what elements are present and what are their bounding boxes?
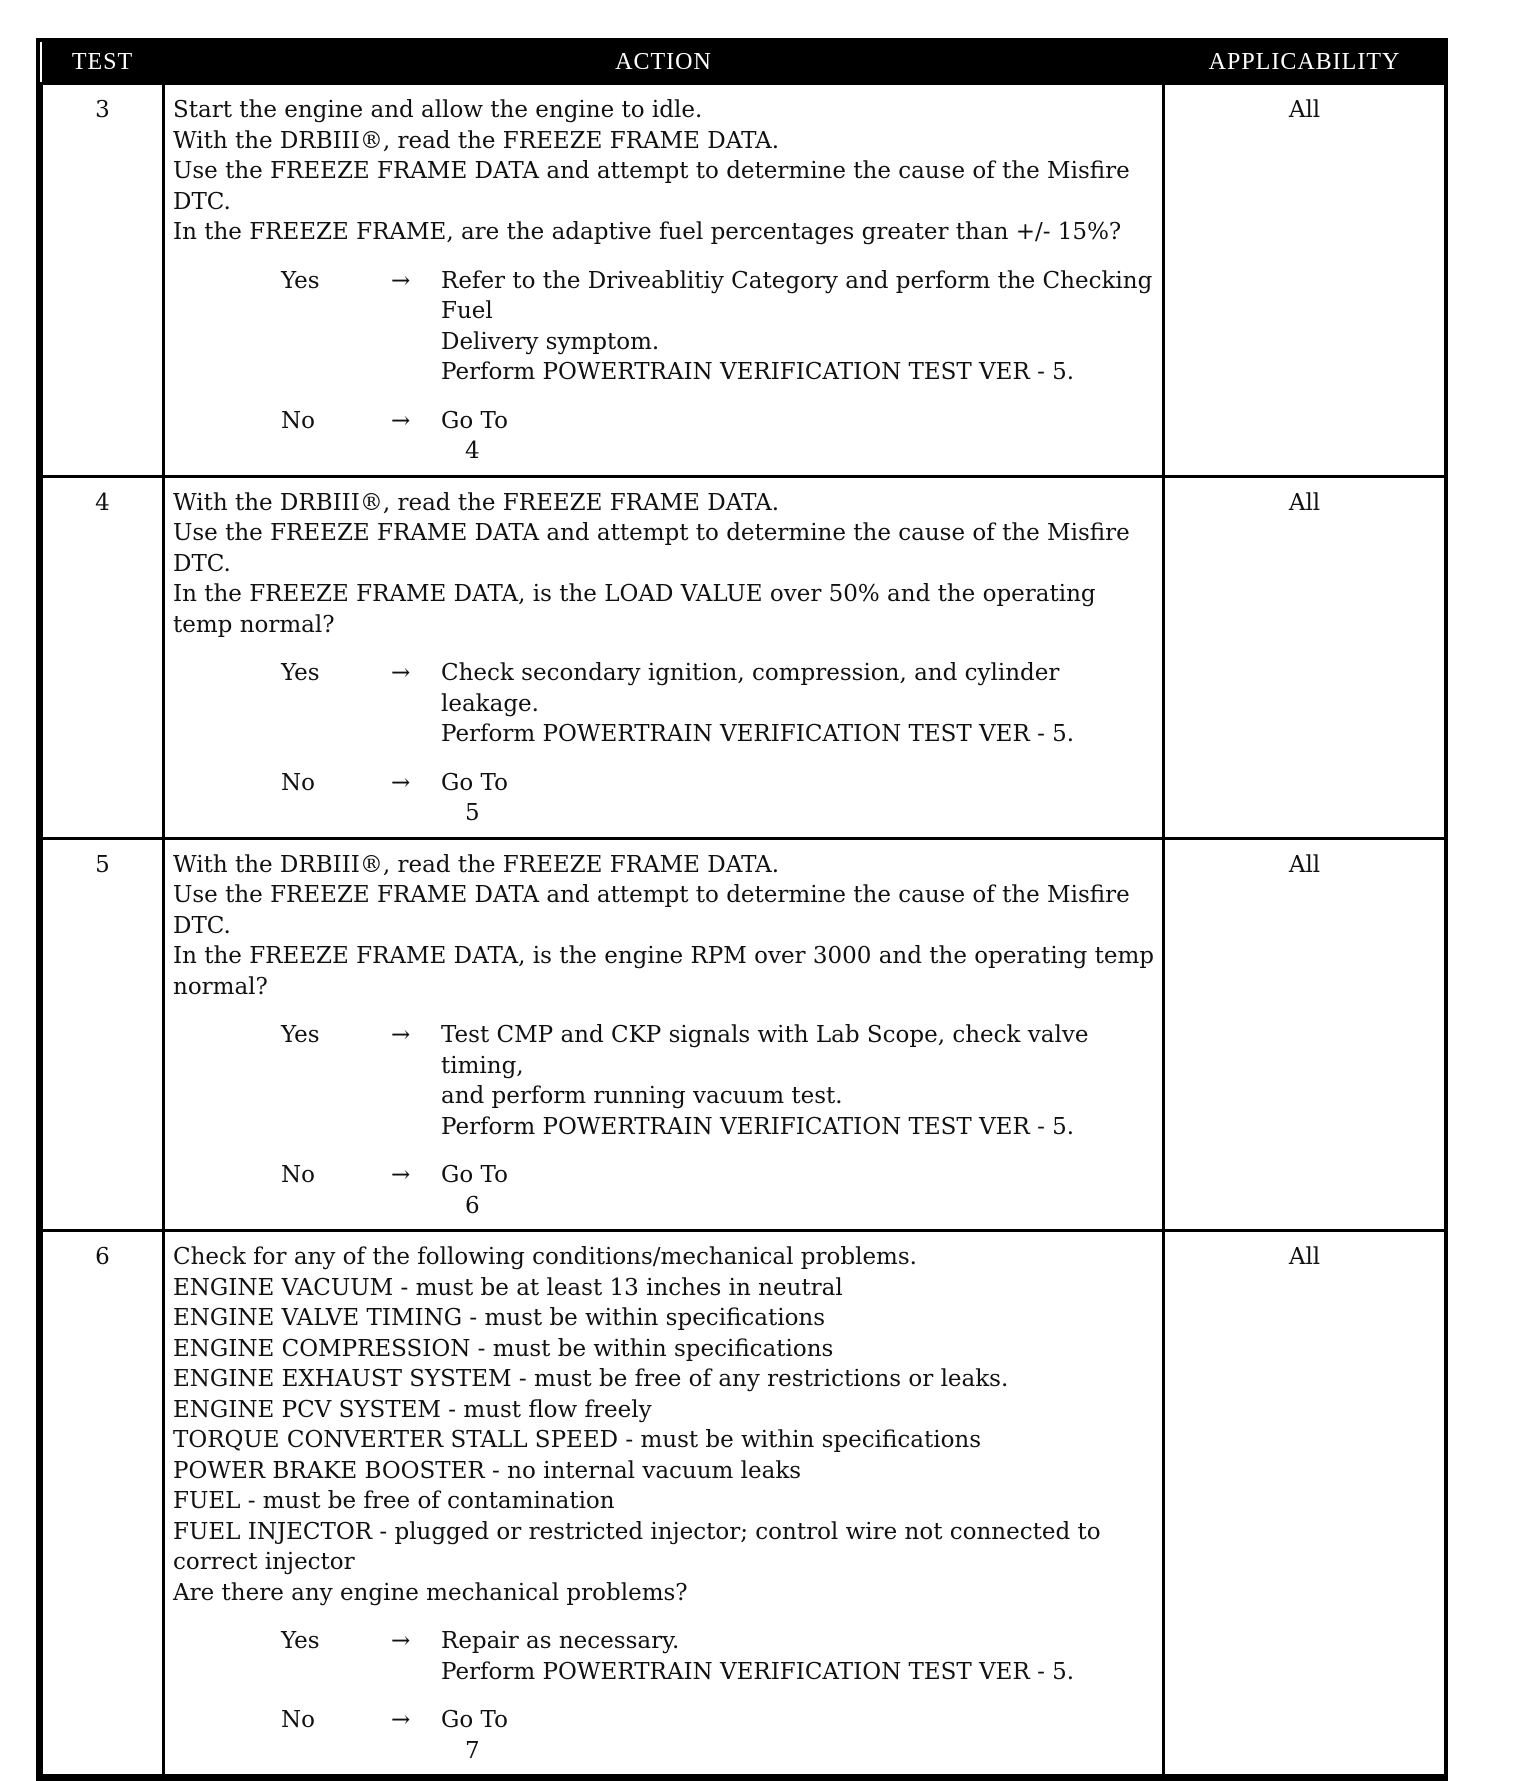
action-line: DTC. — [173, 912, 231, 939]
goto-text: Go To — [441, 1707, 508, 1733]
right-arrow-icon: → — [391, 407, 411, 434]
test-number: 5 — [42, 838, 164, 1231]
yes-label: Yes — [281, 1628, 320, 1654]
yes-result — [441, 1626, 1154, 1687]
goto-text: Go To — [441, 769, 508, 796]
header-action: ACTION — [164, 42, 1164, 84]
header-test: TEST — [42, 42, 164, 84]
right-arrow-icon: → — [391, 660, 411, 686]
action-line: ENGINE PCV SYSTEM - must flow freely — [173, 1396, 652, 1423]
right-arrow-icon: → — [391, 1707, 411, 1733]
no-label: No — [281, 769, 315, 796]
no-branch — [281, 768, 1154, 829]
right-arrow-icon: → — [391, 1628, 411, 1654]
action-line: Start the engine and allow the engine to idle. — [173, 97, 703, 123]
yes-result-line: Perform POWERTRAIN VERIFICATION TEST VER - 5. — [441, 359, 1075, 385]
action-line: DTC. — [173, 188, 231, 215]
yes-result — [441, 658, 1154, 750]
yes-result — [441, 266, 1154, 388]
diagnostic-test-table — [36, 38, 1448, 1781]
applicability-value: All — [1164, 476, 1446, 838]
action-line: In the FREEZE FRAME DATA, is the engine RPM over 3000 and the operating temp — [173, 943, 1154, 969]
action-line: In the FREEZE FRAME, are the adaptive fuel percentages greater than +/- 15%? — [173, 219, 1122, 245]
right-arrow-icon: → — [391, 267, 411, 294]
test-row-6 — [42, 1231, 1446, 1776]
action-cell — [164, 1231, 1164, 1776]
action-cell — [164, 838, 1164, 1231]
goto-target: 5 — [465, 800, 480, 826]
right-arrow-icon: → — [391, 1162, 411, 1188]
action-line: DTC. — [173, 550, 231, 577]
yes-result — [441, 1020, 1154, 1142]
action-line: Use the FREEZE FRAME DATA and attempt to determine the cause of the Misfire — [173, 520, 1130, 546]
yes-result-line: Perform POWERTRAIN VERIFICATION TEST VER - 5. — [441, 1658, 1075, 1685]
right-arrow-icon: → — [391, 769, 411, 796]
action-line: Use the FREEZE FRAME DATA and attempt to determine the cause of the Misfire — [173, 882, 1130, 908]
goto-text: Go To — [441, 407, 508, 434]
no-branch — [281, 1160, 1154, 1221]
action-line: Are there any engine mechanical problems? — [173, 1579, 688, 1606]
goto-target: 7 — [465, 1737, 480, 1764]
applicability-value: All — [1164, 1231, 1446, 1776]
action-cell — [164, 476, 1164, 838]
action-line: Use the FREEZE FRAME DATA and attempt to determine the cause of the Misfire — [173, 158, 1130, 184]
no-result — [441, 768, 1154, 829]
goto-target: 4 — [465, 438, 480, 464]
no-result — [441, 406, 1154, 467]
test-row-3 — [42, 84, 1446, 477]
action-line: POWER BRAKE BOOSTER - no internal vacuum leaks — [173, 1457, 802, 1484]
no-branch — [281, 1705, 1154, 1766]
action-line: With the DRBIII®, read the FREEZE FRAME DATA. — [173, 851, 780, 878]
header-applicability: APPLICABILITY — [1164, 42, 1446, 84]
table-header — [42, 42, 1446, 84]
test-number: 6 — [42, 1231, 164, 1776]
test-row-5 — [42, 838, 1446, 1231]
action-line: ENGINE EXHAUST SYSTEM - must be free of any restrictions or leaks. — [173, 1366, 1009, 1392]
action-line: Check for any of the following conditions/mechanical problems. — [173, 1244, 917, 1270]
action-line: ENGINE COMPRESSION - must be within specifications — [173, 1335, 834, 1362]
goto-target: 6 — [465, 1192, 480, 1219]
yes-branch — [281, 658, 1154, 750]
action-line: temp normal? — [173, 611, 335, 638]
yes-label: Yes — [281, 267, 320, 294]
no-result — [441, 1160, 1154, 1221]
action-line: correct injector — [173, 1549, 355, 1575]
yes-result-line: and perform running vacuum test. — [441, 1083, 843, 1109]
yes-result-line: Check secondary ignition, compression, and cylinder leakage. — [441, 660, 1060, 717]
no-label: No — [281, 1707, 315, 1733]
test-table — [40, 42, 1447, 1777]
yes-result-line: Test CMP and CKP signals with Lab Scope, check valve timing, — [441, 1022, 1089, 1079]
action-line: ENGINE VACUUM - must be at least 13 inches in neutral — [173, 1274, 843, 1301]
test-number: 3 — [42, 84, 164, 477]
applicability-value: All — [1164, 84, 1446, 477]
yes-result-line: Repair as necessary. — [441, 1628, 680, 1654]
action-line: With the DRBIII®, read the FREEZE FRAME DATA. — [173, 127, 780, 154]
action-line: In the FREEZE FRAME DATA, is the LOAD VALUE over 50% and the operating — [173, 581, 1096, 607]
action-line: FUEL - must be free of contamination — [173, 1488, 615, 1514]
yes-label: Yes — [281, 660, 320, 686]
yes-branch — [281, 1020, 1154, 1142]
action-cell — [164, 84, 1164, 477]
test-row-4 — [42, 476, 1446, 838]
yes-result-line: Perform POWERTRAIN VERIFICATION TEST VER - 5. — [441, 1113, 1075, 1140]
yes-branch — [281, 1626, 1154, 1687]
no-branch — [281, 406, 1154, 467]
action-line: ENGINE VALVE TIMING - must be within specifications — [173, 1305, 826, 1331]
applicability-value: All — [1164, 838, 1446, 1231]
no-label: No — [281, 407, 315, 434]
goto-text: Go To — [441, 1162, 508, 1188]
yes-result-line: Perform POWERTRAIN VERIFICATION TEST VER - 5. — [441, 721, 1075, 747]
action-line: With the DRBIII®, read the FREEZE FRAME DATA. — [173, 489, 780, 516]
test-number: 4 — [42, 476, 164, 838]
yes-result-line: Refer to the Driveablitiy Category and perform the Checking Fuel — [441, 267, 1153, 324]
no-result — [441, 1705, 1154, 1766]
right-arrow-icon: → — [391, 1022, 411, 1048]
action-line: FUEL INJECTOR - plugged or restricted injector; control wire not connected to — [173, 1518, 1101, 1545]
no-label: No — [281, 1162, 315, 1188]
yes-branch — [281, 266, 1154, 388]
action-line: TORQUE CONVERTER STALL SPEED - must be within specifications — [173, 1427, 982, 1453]
action-line: normal? — [173, 973, 268, 1000]
yes-result-line: Delivery symptom. — [441, 328, 660, 355]
yes-label: Yes — [281, 1022, 320, 1048]
